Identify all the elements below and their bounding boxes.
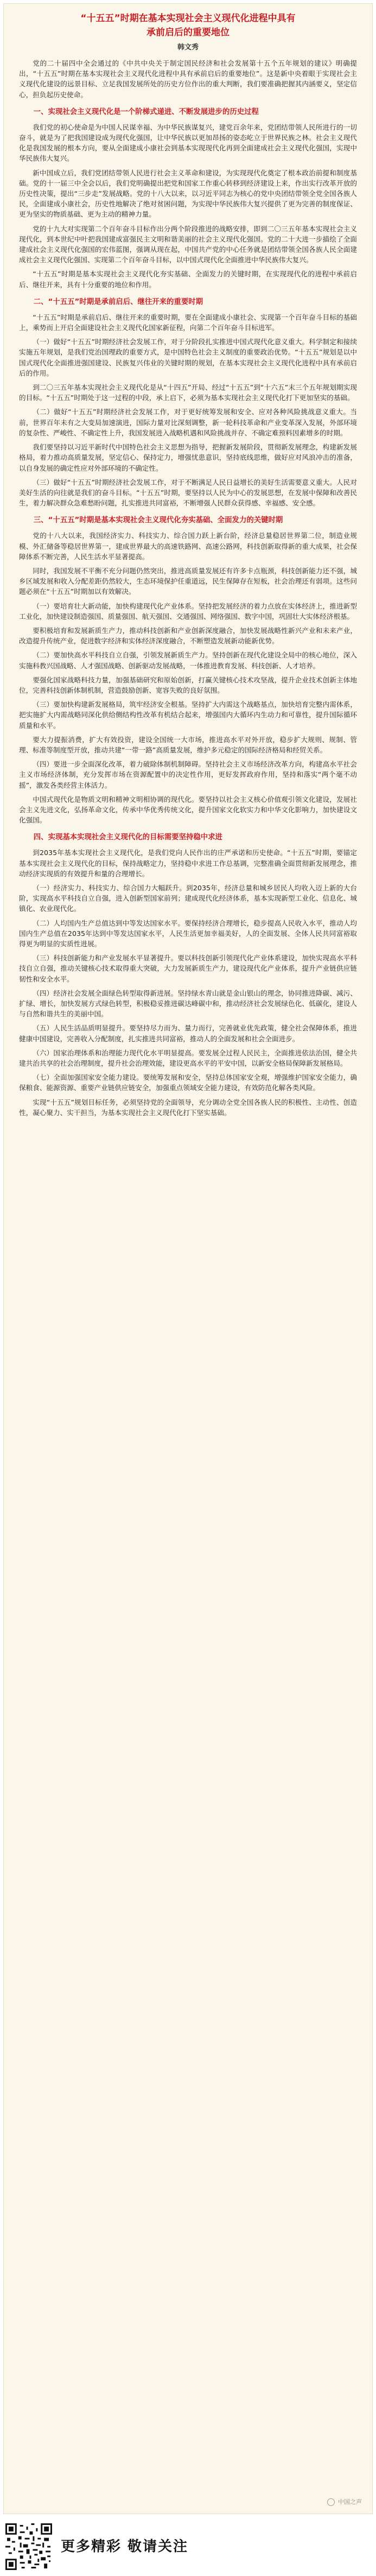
section-paragraph: （一）经济实力、科技实力、综合国力大幅跃升。到2035年，经济总量和城乡居民人均收入迈上新的大台阶，实现高水平科技自立自强，进入创新型国家前列；建成现代化经济体系，基本实现新型工业化、信息化、城镇化、农业现代化。 <box>19 884 357 913</box>
section-paragraph: 要大力提振消费，扩大有效投资，建设全国统一大市场，推进高水平对外开放，稳步扩大规则、规制、管理、标准等制度型开放，推动共建“一带一路”高质量发展，维护多元稳定的国际经济格局和经贸关系。 <box>19 735 357 754</box>
section-heading: 四、实现基本实现社会主义现代化的目标需要坚持稳中求进 <box>33 833 222 842</box>
section-paragraph: （二）做好“十五五”时期经济社会发展工作，对于更好统筹发展和安全、应对各种风险挑战意义重大。当前，世界百年未有之大变局加速演进，国际力量对比深刻调整，新一轮科技革命和产业变革深入发展，外部环境的复杂性、严峻性、不确定性上升，我国发展进入战略机遇和风险挑战并存、不确定难预料因素增多的时期。 <box>19 408 357 437</box>
article-header <box>4 4 372 58</box>
section-paragraph: 要积极培育和发展新质生产力，推动科技创新和产业创新深度融合，加快发展战略性新兴产业和未来产业，改造提升传统产业，促进数字经济和实体经济深度融合，不断塑造发展新动能新优势。 <box>19 626 357 645</box>
section-heading: 一、实现社会主义现代化是一个阶梯式递进、不断发展进步的历史过程 <box>33 107 259 116</box>
article-panel <box>3 3 373 2514</box>
section-paragraph: 要强化国家战略科技力量，加强基础研究和原始创新，打赢关键核心技术攻坚战，提升企业技术创新主体地位，完善科技创新体制机制，营造鼓励创新、宽容失败的良好氛围。 <box>19 675 357 694</box>
section-heading: 三、“十五五”时期是基本实现社会主义现代化夯实基础、全面发力的关键时期 <box>33 516 283 525</box>
section-paragraph: 党的十九大对实现第二个百年奋斗目标作出分两个阶段推进的战略安排，即到二〇三五年基本实现社会主义现代化，到本世纪中叶把我国建成富强民主文明和谐美丽的社会主义现代化强国。党的二十大进一步描绘了全面建成社会主义现代化强国的宏伟蓝图，强调从现在起，中国共产党的中心任务就是团结带领全国各族人民全面建成社会主义现代化强国、实现第二个百年奋斗目标，以中国式现代化全面推进中华民族伟大复兴。 <box>19 224 357 264</box>
section-paragraph: （五）人民生活品质明显提升。要坚持尽力而为、量力而行，完善就业优先政策，健全社会保障体系，推进健康中国建设，完善收入分配制度，扎实推进共同富裕，推动人的全面发展和社会全面进步。 <box>19 1024 357 1043</box>
watermark <box>327 2497 362 2506</box>
article-author: 韩文秀 <box>177 43 199 52</box>
section-paragraph: “十五五”时期是基本实现社会主义现代化夯实基础、全面发力的关键时期，在实现现代化的进程中承前启后、继往开来，具有十分重要的地位和作用。 <box>19 270 357 289</box>
section-paragraph: （三）要加快构建新发展格局，筑牢经济安全根基。坚持扩大内需这个战略基点，加快培育完整内需体系，把实施扩大内需战略同深化供给侧结构性改革有机结合起来，增强国内大循环内生动力和可靠性，提升国际循环质量和水平。 <box>19 700 357 730</box>
section-paragraph: 我们要坚持以习近平新时代中国特色社会主义思想为指导，把握新发展阶段，贯彻新发展理念，构建新发展格局，着力推动高质量发展，坚定信心、保持定力，增强忧患意识，坚持底线思维，做好应对风浪冲击的准备，以自身发展的确定性应对外部环境的不确定性。 <box>19 443 357 472</box>
section-paragraph: （三）做好“十五五”时期经济社会发展工作，对于不断满足人民日益增长的美好生活需要意义重大。人民对美好生活的向往就是我们的奋斗目标。“十五五”时期，要坚持以人民为中心的发展思想，在发展中保障和改善民生，着力解决群众急难愁盼问题，扎实推进共同富裕，不断增强人民群众获得感、幸福感、安全感。 <box>19 478 357 508</box>
section-paragraph: 同时，我国发展不平衡不充分问题仍然突出，推进高质量发展还有许多卡点瓶颈，科技创新能力还不强，城乡区域发展和收入分配差距仍然较大，生态环境保护任重道远，民生保障存在短板，社会治理还有弱项。这些问题必须在“十五五”时期加以有效解决。 <box>19 566 357 596</box>
qr-code-icon[interactable] <box>5 2523 52 2570</box>
article-title-line-1: “十五五”时期在基本实现社会主义现代化进程中具有 <box>80 13 296 24</box>
intro-paragraph: 党的二十届四中全会通过的《中共中央关于制定国民经济和社会发展第十五个五年规划的建议》明确提出，“十五五”时期在基本实现社会主义现代化进程中具有承前启后的重要地位”。这是新中央着眼于实现社会主义现代化建设的远景目标、立足我国发展所处的历史方位作出的重大判断，我们要准确把握其内涵要义，坚定信心，担负起历史使命。 <box>19 59 357 99</box>
watermark-text: 中国之声 <box>338 2498 362 2505</box>
article-title-line-2: 承前启后的重要地位 <box>146 27 230 38</box>
footer <box>0 2518 376 2576</box>
section-paragraph: 到二〇三五年基本实现社会主义现代化是从“十四五”开局、经过“十五五”到“十六五”末三个五年规划期实现的目标。“十五五”时期处于这一过程的中段，承上启下，必须为基本实现社会主义现代化打下更加坚实的基础。 <box>19 383 357 402</box>
section-paragraph: 我们党的初心使命是为中国人民谋幸福、为中华民族谋复兴，建党百余年来，党团结带领人民所进行的一切奋斗，就是为了把我国建设成为现代化强国，让中华民族以更加昂扬的姿态屹立于世界民族之林。社会主义现代化是我国发展的根本方向，要从全面建成小康社会到基本实现现代化再到全面建成社会主义现代化强国，实现中华民族伟大复兴。 <box>19 123 357 163</box>
article-body <box>4 58 372 1118</box>
section-paragraph: （二）要加快高水平科技自立自强，引领发展新质生产力。坚持创新在现代化建设全局中的核心地位，深入实施科教兴国战略、人才强国战略、创新驱动发展战略，一体推进教育发展、科技创新、人才培养。 <box>19 651 357 670</box>
footer-follow-text: 更多精彩 敬请关注 <box>61 2539 189 2555</box>
section-heading: 二、“十五五”时期是承前启后、继往开来的重要时期 <box>33 298 203 306</box>
section-paragraph: （四）经济社会发展全面绿色转型取得新进展。坚持绿水青山就是金山银山的理念，协同推进降碳、减污、扩绿、增长，加快发展方式绿色转型，积极稳妥推进碳达峰碳中和，推动经济社会发展绿色化、低碳化，建设人与自然和谐共生的美丽中国。 <box>19 989 357 1018</box>
section-paragraph: 新中国成立后，我们党团结带领人民进行社会主义革命和建设，为实现现代化奠定了根本政治前提和制度基础。党的十一届三中全会以后，我们党明确提出把党和国家工作重心转移到经济建设上来，作出实行改革开放的历史性决策，提出“三步走”发展战略。党的十八大以来，以习近平同志为核心的党中央团结带领全党全国各族人民，全面建成小康社会，历史性地解决了绝对贫困问题，为实现中华民族伟大复兴提供了更为完善的制度保证、更为坚实的物质基础、更为主动的精神力量。 <box>19 168 357 219</box>
section-paragraph: （六）国家治理体系和治理能力现代化水平明显提高。要发展全过程人民民主，全面推进依法治国，健全共建共治共享的社会治理制度，提升社会治理效能，建设更高水平的平安中国，以新安全格局保障新发展格局。 <box>19 1048 357 1068</box>
section-paragraph: （一）要培育壮大新动能，加快构建现代化产业体系。坚持把发展经济的着力点放在实体经济上，推进新型工业化，加快建设制造强国、质量强国、航天强国、交通强国、网络强国、数字中国，巩固壮大实体经济根基。 <box>19 602 357 621</box>
section-paragraph: （七）全面加强国家安全能力建设。要统筹发展和安全，坚持总体国家安全观，增强维护国家安全能力，确保粮食、能源资源、重要产业链供应链安全，加强重点领域安全能力建设，有效防范化解各类风险。 <box>19 1073 357 1092</box>
section-paragraph: （一）做好“十五五”时期经济社会发展工作，对于分阶段扎实推进中国式现代化意义重大。科学制定和接续实施五年规划，是我们党治国理政的重要方式，是中国特色社会主义制度的重要政治优势。“十五五”规划是以中国式现代化全面推进强国建设、民族复兴伟业的关键时期的规划，在基本实现社会主义现代化进程中具有承前启后的作用。 <box>19 338 357 377</box>
radio-logo-icon <box>327 2498 335 2506</box>
section-paragraph: 中国式现代化是物质文明和精神文明相协调的现代化。要坚持以社会主义核心价值观引领文化建设，发展社会主义先进文化，弘扬革命文化，传承中华优秀传统文化，提升国家文化软实力和中华文化影响力，加快建设文化强国。 <box>19 795 357 825</box>
section-paragraph: （三）科技创新能力和产业发展水平显著提升。要以科技创新引领现代化产业体系建设，加快实现高水平科技自立自强，推动关键核心技术取得重大突破，大力发展新质生产力，建设现代化产业体系，提升产业链供应链韧性和安全水平。 <box>19 954 357 983</box>
section-paragraph: 党的十八大以来，我国经济实力、科技实力、综合国力跃上新台阶，经济总量稳居世界第二位，制造业规模、外汇储备等稳居世界第一，建成世界最大的高速铁路网、高速公路网，科技创新取得新的重大成果，社会保障体系不断完善，人民生活水平显著提高。 <box>19 531 357 561</box>
section-paragraph: （二）人均国内生产总值达到中等发达国家水平。要保持经济合理增长，稳步提高人民收入水平，推动人均国内生产总值在2035年达到中等发达国家水平，人民生活更加幸福美好，人的全面发展、全体人民共同富裕取得更为明显的实质性进展。 <box>19 919 357 948</box>
section-paragraph: “十五五”时期是承前启后、继往开来的重要时期，要在全面建成小康社会、实现第一个百年奋斗目标的基础上，乘势而上开启全面建设社会主义现代化国家新征程，向第二个百年奋斗目标进军。 <box>19 313 357 332</box>
section-paragraph: （四）要进一步全面深化改革，着力破除体制机制障碍。坚持社会主义市场经济改革方向，构建高水平社会主义市场经济体制，充分发挥市场在资源配置中的决定性作用，更好发挥政府作用，坚持和落实“两个毫不动摇”，激发各类经营主体活力。 <box>19 760 357 789</box>
section-paragraph: 到2035年基本实现社会主义现代化，是我们党向人民作出的庄严承诺和历史使命。“十五五”时期，要锚定基本实现社会主义现代化的目标，保持战略定力，坚持稳中求进工作总基调，完整准确全面贯彻新发展理念，推动经济实现质的有效提升和量的合理增长。 <box>19 849 357 878</box>
section-paragraph: 实现“十五五”规划目标任务，必须坚持党的全面领导，充分调动全党全国各族人民的积极性、主动性、创造性，凝心聚力、实干担当，为基本实现社会主义现代化打下坚实基础。 <box>19 1098 357 1117</box>
